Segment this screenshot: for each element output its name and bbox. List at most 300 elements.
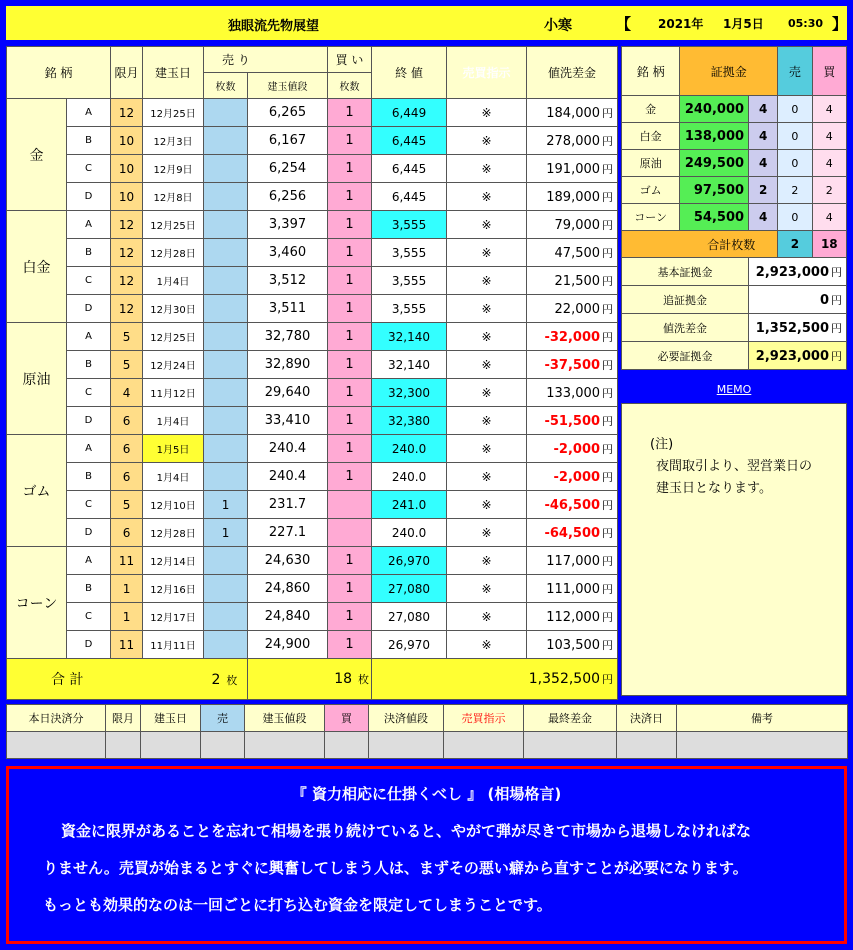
sell-count bbox=[204, 407, 248, 435]
page-title: 独眼流先物展望 bbox=[228, 19, 320, 34]
settlement-header: 売 bbox=[201, 705, 245, 732]
open-date: 1月5日 bbox=[143, 435, 204, 463]
contract-month: 6 bbox=[111, 519, 143, 547]
entry-price: 231.7 bbox=[248, 491, 328, 519]
summary-label: 値洗差金 bbox=[622, 314, 749, 342]
instruction-mark: ※ bbox=[447, 463, 527, 491]
memo-box bbox=[621, 403, 847, 696]
diff-value: 79,000 円 bbox=[527, 211, 618, 239]
header-sell: 売 り bbox=[204, 47, 328, 73]
settlement-cell[interactable] bbox=[524, 732, 617, 759]
positions-table bbox=[6, 46, 618, 700]
contract-month: 4 bbox=[111, 379, 143, 407]
settlement-header: 決済値段 bbox=[369, 705, 444, 732]
brand-name: 原油 bbox=[7, 323, 67, 435]
contract-month: 11 bbox=[111, 547, 143, 575]
close-price: 3,555 bbox=[372, 211, 447, 239]
margin-amount: 54,500 bbox=[680, 204, 749, 231]
series-letter: A bbox=[67, 547, 111, 575]
buy-count: 1 bbox=[328, 155, 372, 183]
series-letter: B bbox=[67, 463, 111, 491]
position-row bbox=[7, 575, 618, 603]
margin-buy: 2 bbox=[812, 177, 846, 204]
close-price: 6,445 bbox=[372, 155, 447, 183]
margin-buy: 4 bbox=[812, 123, 846, 150]
instruction-mark: ※ bbox=[447, 351, 527, 379]
diff-value: -2,000 円 bbox=[527, 463, 618, 491]
sell-count bbox=[204, 351, 248, 379]
position-row bbox=[7, 379, 618, 407]
open-date: 1月4日 bbox=[143, 267, 204, 295]
contract-month: 10 bbox=[111, 183, 143, 211]
title-bar bbox=[4, 4, 849, 42]
summary-row bbox=[622, 314, 847, 342]
entry-price: 6,265 bbox=[248, 99, 328, 127]
entry-price: 32,890 bbox=[248, 351, 328, 379]
summary-label: 追証拠金 bbox=[622, 286, 749, 314]
margin-brand: 原油 bbox=[622, 150, 680, 177]
settlement-header: 最終差金 bbox=[524, 705, 617, 732]
open-date: 12月9日 bbox=[143, 155, 204, 183]
instruction-mark: ※ bbox=[447, 379, 527, 407]
open-date: 12月8日 bbox=[143, 183, 204, 211]
total-units-label: 合計枚数 bbox=[622, 231, 778, 258]
contract-month: 12 bbox=[111, 211, 143, 239]
proverb-box bbox=[6, 766, 847, 944]
sell-count bbox=[204, 575, 248, 603]
settlement-header: 建玉値段 bbox=[245, 705, 325, 732]
buy-count: 1 bbox=[328, 407, 372, 435]
series-letter: A bbox=[67, 435, 111, 463]
series-letter: B bbox=[67, 351, 111, 379]
settlement-cell[interactable] bbox=[677, 732, 848, 759]
close-price: 241.0 bbox=[372, 491, 447, 519]
entry-price: 240.4 bbox=[248, 463, 328, 491]
summary-value: 2,923,000 円 bbox=[749, 342, 847, 370]
close-price: 27,080 bbox=[372, 603, 447, 631]
position-row bbox=[7, 491, 618, 519]
margin-sell: 0 bbox=[778, 123, 812, 150]
sell-count bbox=[204, 463, 248, 491]
margin-amount: 240,000 bbox=[680, 96, 749, 123]
close-price: 3,555 bbox=[372, 267, 447, 295]
instruction-mark: ※ bbox=[447, 323, 527, 351]
diff-value: 22,000 円 bbox=[527, 295, 618, 323]
entry-price: 3,397 bbox=[248, 211, 328, 239]
buy-count: 1 bbox=[328, 239, 372, 267]
header-close: 終 値 bbox=[372, 47, 447, 99]
time-label: 05:30 bbox=[788, 17, 824, 30]
margin-sell: 0 bbox=[778, 204, 812, 231]
settlement-cell[interactable] bbox=[245, 732, 325, 759]
contract-month: 5 bbox=[111, 491, 143, 519]
summary-value: 2,923,000 円 bbox=[749, 258, 847, 286]
brand-name: ゴム bbox=[7, 435, 67, 547]
header-buy: 買 い bbox=[328, 47, 372, 73]
bracket-close: 】 bbox=[832, 15, 848, 33]
contract-month: 12 bbox=[111, 267, 143, 295]
position-row bbox=[7, 155, 618, 183]
margin-panel bbox=[621, 46, 847, 370]
position-row bbox=[7, 407, 618, 435]
diff-value: -46,500 円 bbox=[527, 491, 618, 519]
buy-count: 1 bbox=[328, 603, 372, 631]
buy-count: 1 bbox=[328, 435, 372, 463]
entry-price: 6,254 bbox=[248, 155, 328, 183]
buy-count: 1 bbox=[328, 127, 372, 155]
contract-month: 1 bbox=[111, 575, 143, 603]
diff-value: 111,000 円 bbox=[527, 575, 618, 603]
diff-value: 278,000 円 bbox=[527, 127, 618, 155]
close-price: 26,970 bbox=[372, 631, 447, 659]
open-date: 12月10日 bbox=[143, 491, 204, 519]
margin-brand: 白金 bbox=[622, 123, 680, 150]
margin-units: 4 bbox=[749, 96, 778, 123]
margin-buy: 4 bbox=[812, 96, 846, 123]
sell-count bbox=[204, 603, 248, 631]
diff-value: -2,000 円 bbox=[527, 435, 618, 463]
sell-count bbox=[204, 99, 248, 127]
instruction-mark: ※ bbox=[447, 603, 527, 631]
close-price: 32,140 bbox=[372, 351, 447, 379]
entry-price: 240.4 bbox=[248, 435, 328, 463]
margin-amount: 249,500 bbox=[680, 150, 749, 177]
settlement-cell[interactable] bbox=[141, 732, 201, 759]
margin-brand: コーン bbox=[622, 204, 680, 231]
year-label: 2021年 bbox=[658, 17, 704, 31]
margin-sell: 2 bbox=[778, 177, 812, 204]
series-letter: D bbox=[67, 295, 111, 323]
entry-price: 29,640 bbox=[248, 379, 328, 407]
close-price: 240.0 bbox=[372, 519, 447, 547]
diff-value: 112,000 円 bbox=[527, 603, 618, 631]
buy-count: 1 bbox=[328, 351, 372, 379]
instruction-mark: ※ bbox=[447, 267, 527, 295]
contract-month: 6 bbox=[111, 435, 143, 463]
right-header-margin: 証拠金 bbox=[680, 47, 778, 96]
settlement-cell[interactable] bbox=[7, 732, 106, 759]
diff-value: -64,500 円 bbox=[527, 519, 618, 547]
summary-row bbox=[622, 258, 847, 286]
buy-count: 1 bbox=[328, 211, 372, 239]
settlement-header: 限月 bbox=[106, 705, 141, 732]
contract-month: 5 bbox=[111, 323, 143, 351]
buy-count: 1 bbox=[328, 295, 372, 323]
settlement-header: 決済日 bbox=[617, 705, 677, 732]
margin-amount: 97,500 bbox=[680, 177, 749, 204]
instruction-mark: ※ bbox=[447, 127, 527, 155]
position-row bbox=[7, 547, 618, 575]
close-price: 32,140 bbox=[372, 323, 447, 351]
position-row bbox=[7, 435, 618, 463]
instruction-mark: ※ bbox=[447, 155, 527, 183]
contract-month: 10 bbox=[111, 127, 143, 155]
margin-sell: 0 bbox=[778, 150, 812, 177]
entry-price: 3,511 bbox=[248, 295, 328, 323]
open-date: 12月16日 bbox=[143, 575, 204, 603]
diff-value: 21,500 円 bbox=[527, 267, 618, 295]
proverb-title: 『 資力相応に仕掛くべし 』 (相場格言) bbox=[291, 785, 562, 803]
buy-count: 1 bbox=[328, 463, 372, 491]
summary-label: 基本証拠金 bbox=[622, 258, 749, 286]
sell-count bbox=[204, 239, 248, 267]
contract-month: 11 bbox=[111, 631, 143, 659]
settlement-cell[interactable] bbox=[325, 732, 369, 759]
open-date: 12月17日 bbox=[143, 603, 204, 631]
series-letter: C bbox=[67, 603, 111, 631]
series-letter: C bbox=[67, 491, 111, 519]
margin-buy: 4 bbox=[812, 204, 846, 231]
summary-row bbox=[622, 286, 847, 314]
buy-count: 1 bbox=[328, 323, 372, 351]
header-brand: 銘 柄 bbox=[7, 47, 111, 99]
diff-value: 191,000 円 bbox=[527, 155, 618, 183]
header-entry-price: 建玉値段 bbox=[248, 73, 328, 99]
proverb-line: もっとも効果的なのは一回ごとに打ち込む資金を限定してしまうことです。 bbox=[43, 896, 552, 914]
header-month: 限月 bbox=[111, 47, 143, 99]
header-instruction: 売買指示 bbox=[447, 47, 527, 99]
margin-row bbox=[622, 177, 847, 204]
proverb-line: 資金に限界があることを忘れて相場を張り続けていると、やがて弾が尽きて市場から退場しなければな bbox=[61, 822, 752, 840]
contract-month: 12 bbox=[111, 239, 143, 267]
open-date: 12月30日 bbox=[143, 295, 204, 323]
margin-buy: 4 bbox=[812, 150, 846, 177]
position-row bbox=[7, 239, 618, 267]
sell-count bbox=[204, 155, 248, 183]
contract-month: 10 bbox=[111, 155, 143, 183]
close-price: 240.0 bbox=[372, 435, 447, 463]
entry-price: 3,512 bbox=[248, 267, 328, 295]
series-letter: A bbox=[67, 99, 111, 127]
diff-value: 189,000 円 bbox=[527, 183, 618, 211]
buy-count: 1 bbox=[328, 99, 372, 127]
diff-value: 47,500 円 bbox=[527, 239, 618, 267]
instruction-mark: ※ bbox=[447, 295, 527, 323]
header-buy-count: 枚数 bbox=[328, 73, 372, 99]
entry-price: 24,900 bbox=[248, 631, 328, 659]
open-date: 12月25日 bbox=[143, 211, 204, 239]
entry-price: 24,840 bbox=[248, 603, 328, 631]
position-row bbox=[7, 463, 618, 491]
sell-count: 1 bbox=[204, 491, 248, 519]
settlement-cell[interactable] bbox=[617, 732, 677, 759]
close-price: 32,380 bbox=[372, 407, 447, 435]
memo-line: 夜間取引より、翌営業日の bbox=[656, 459, 813, 474]
brand-name: 白金 bbox=[7, 211, 67, 323]
brand-name: コーン bbox=[7, 547, 67, 659]
sell-count bbox=[204, 323, 248, 351]
close-price: 32,300 bbox=[372, 379, 447, 407]
entry-price: 227.1 bbox=[248, 519, 328, 547]
margin-units: 4 bbox=[749, 123, 778, 150]
buy-count bbox=[328, 519, 372, 547]
entry-price: 24,860 bbox=[248, 575, 328, 603]
contract-month: 6 bbox=[111, 463, 143, 491]
instruction-mark: ※ bbox=[447, 631, 527, 659]
sell-count bbox=[204, 211, 248, 239]
margin-row bbox=[622, 204, 847, 231]
settlement-header: 売買指示 bbox=[444, 705, 524, 732]
instruction-mark: ※ bbox=[447, 183, 527, 211]
buy-count: 1 bbox=[328, 183, 372, 211]
header-open-date: 建玉日 bbox=[143, 47, 204, 99]
buy-count: 1 bbox=[328, 575, 372, 603]
entry-price: 6,167 bbox=[248, 127, 328, 155]
close-price: 240.0 bbox=[372, 463, 447, 491]
open-date: 12月24日 bbox=[143, 351, 204, 379]
entry-price: 24,630 bbox=[248, 547, 328, 575]
margin-units: 4 bbox=[749, 204, 778, 231]
date-label: 1月5日 bbox=[723, 17, 764, 31]
contract-month: 5 bbox=[111, 351, 143, 379]
margin-row bbox=[622, 96, 847, 123]
proverb-line: りません。売買が始まるとすぐに興奮してしまう人は、まずその悪い癖から直すことが必要になります。 bbox=[43, 859, 748, 877]
diff-value: -32,000 円 bbox=[527, 323, 618, 351]
settlement-header: 建玉日 bbox=[141, 705, 201, 732]
close-price: 6,449 bbox=[372, 99, 447, 127]
sell-count: 1 bbox=[204, 519, 248, 547]
total-diff: 1,352,500 円 bbox=[372, 659, 618, 700]
buy-count bbox=[328, 491, 372, 519]
position-row bbox=[7, 631, 618, 659]
summary-row bbox=[622, 342, 847, 370]
open-date: 12月3日 bbox=[143, 127, 204, 155]
contract-month: 6 bbox=[111, 407, 143, 435]
open-date: 1月4日 bbox=[143, 463, 204, 491]
series-letter: B bbox=[67, 127, 111, 155]
margin-sell: 0 bbox=[778, 96, 812, 123]
position-row bbox=[7, 603, 618, 631]
sell-count bbox=[204, 183, 248, 211]
position-row bbox=[7, 211, 618, 239]
close-price: 26,970 bbox=[372, 547, 447, 575]
margin-units: 4 bbox=[749, 150, 778, 177]
series-letter: B bbox=[67, 239, 111, 267]
memo-heading[interactable]: MEMO bbox=[716, 383, 752, 396]
instruction-mark: ※ bbox=[447, 211, 527, 239]
right-header-buy: 買 bbox=[812, 47, 846, 96]
position-row bbox=[7, 295, 618, 323]
total-units-buy: 18 bbox=[812, 231, 846, 258]
position-row bbox=[7, 183, 618, 211]
margin-row bbox=[622, 123, 847, 150]
settlement-cell[interactable] bbox=[201, 732, 245, 759]
open-date: 11月12日 bbox=[143, 379, 204, 407]
settlement-table bbox=[6, 704, 848, 759]
close-price: 6,445 bbox=[372, 183, 447, 211]
sell-count bbox=[204, 631, 248, 659]
sell-count bbox=[204, 379, 248, 407]
diff-value: 133,000 円 bbox=[527, 379, 618, 407]
margin-units: 2 bbox=[749, 177, 778, 204]
margin-brand: ゴム bbox=[622, 177, 680, 204]
close-price: 6,445 bbox=[372, 127, 447, 155]
instruction-mark: ※ bbox=[447, 407, 527, 435]
margin-amount: 138,000 bbox=[680, 123, 749, 150]
total-buy-count: 18 枚 bbox=[248, 659, 372, 700]
open-date: 12月25日 bbox=[143, 323, 204, 351]
buy-count: 1 bbox=[328, 267, 372, 295]
diff-value: -51,500 円 bbox=[527, 407, 618, 435]
entry-price: 32,780 bbox=[248, 323, 328, 351]
entry-price: 6,256 bbox=[248, 183, 328, 211]
close-price: 3,555 bbox=[372, 295, 447, 323]
sell-count bbox=[204, 267, 248, 295]
series-letter: A bbox=[67, 211, 111, 239]
contract-month: 12 bbox=[111, 99, 143, 127]
instruction-mark: ※ bbox=[447, 491, 527, 519]
diff-value: -37,500 円 bbox=[527, 351, 618, 379]
diff-value: 117,000 円 bbox=[527, 547, 618, 575]
open-date: 12月14日 bbox=[143, 547, 204, 575]
open-date: 12月28日 bbox=[143, 519, 204, 547]
settlement-cell[interactable] bbox=[444, 732, 524, 759]
settlement-cell[interactable] bbox=[369, 732, 444, 759]
series-letter: C bbox=[67, 267, 111, 295]
series-letter: B bbox=[67, 575, 111, 603]
position-row bbox=[7, 127, 618, 155]
instruction-mark: ※ bbox=[447, 547, 527, 575]
sell-count bbox=[204, 127, 248, 155]
season-label: 小寒 bbox=[544, 18, 572, 34]
margin-brand: 金 bbox=[622, 96, 680, 123]
diff-value: 103,500 円 bbox=[527, 631, 618, 659]
brand-name: 金 bbox=[7, 99, 67, 211]
contract-month: 12 bbox=[111, 295, 143, 323]
instruction-mark: ※ bbox=[447, 435, 527, 463]
position-row bbox=[7, 351, 618, 379]
instruction-mark: ※ bbox=[447, 239, 527, 267]
open-date: 11月11日 bbox=[143, 631, 204, 659]
header-diff: 値洗差金 bbox=[527, 47, 618, 99]
buy-count: 1 bbox=[328, 379, 372, 407]
settlement-header: 本日決済分 bbox=[7, 705, 106, 732]
memo-line: (注) bbox=[650, 437, 674, 452]
series-letter: D bbox=[67, 519, 111, 547]
instruction-mark: ※ bbox=[447, 99, 527, 127]
settlement-header: 備考 bbox=[677, 705, 848, 732]
position-row bbox=[7, 99, 618, 127]
settlement-cell[interactable] bbox=[106, 732, 141, 759]
series-letter: D bbox=[67, 631, 111, 659]
series-letter: C bbox=[67, 155, 111, 183]
sell-count bbox=[204, 547, 248, 575]
right-header-brand: 銘 柄 bbox=[622, 47, 680, 96]
header-sell-count: 枚数 bbox=[204, 73, 248, 99]
sell-count bbox=[204, 435, 248, 463]
series-letter: A bbox=[67, 323, 111, 351]
total-label: 合 計 2 枚 bbox=[7, 659, 248, 700]
right-header-sell: 売 bbox=[778, 47, 812, 96]
position-row bbox=[7, 267, 618, 295]
memo-line: 建玉日となります。 bbox=[656, 481, 772, 496]
position-row bbox=[7, 323, 618, 351]
entry-price: 33,410 bbox=[248, 407, 328, 435]
total-units-sell: 2 bbox=[778, 231, 812, 258]
close-price: 3,555 bbox=[372, 239, 447, 267]
diff-value: 184,000 円 bbox=[527, 99, 618, 127]
settlement-header: 買 bbox=[325, 705, 369, 732]
buy-count: 1 bbox=[328, 547, 372, 575]
contract-month: 1 bbox=[111, 603, 143, 631]
bracket-open: 【 bbox=[616, 15, 632, 33]
entry-price: 3,460 bbox=[248, 239, 328, 267]
summary-value: 0 円 bbox=[749, 286, 847, 314]
instruction-mark: ※ bbox=[447, 575, 527, 603]
summary-label: 必要証拠金 bbox=[622, 342, 749, 370]
open-date: 12月25日 bbox=[143, 99, 204, 127]
sell-count bbox=[204, 295, 248, 323]
